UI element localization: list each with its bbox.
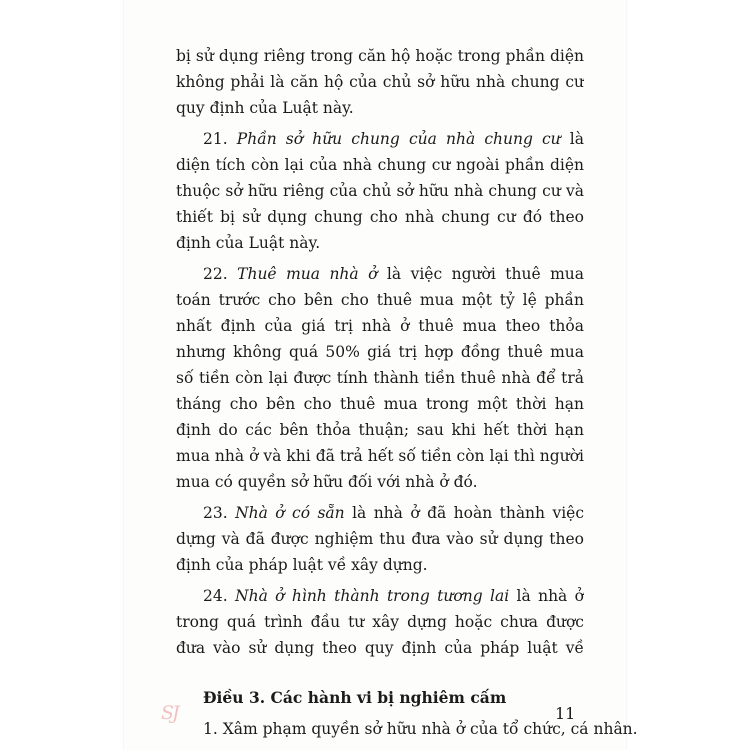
text-line: bị sử dụng riêng trong căn hộ hoặc trong phần diện	[176, 47, 584, 65]
text-line: dựng và đã được nghiệm thu đưa vào sử dụng theo	[176, 530, 584, 548]
text-line: không phải là căn hộ của chủ sở hữu nhà chung cư	[176, 73, 584, 91]
text-line: nhất định của giá trị nhà ở thuê mua theo thỏa	[176, 317, 584, 335]
clause-21: 21. Phần sở hữu chung của nhà chung cư là	[203, 130, 584, 148]
text-line: mua nhà ở và khi đã trả hết số tiền còn lại thì người	[176, 447, 584, 465]
text-line: thiết bị sử dụng chung cho nhà chung cư đó theo	[176, 208, 584, 226]
clause-23: 23. Nhà ở có sẵn là nhà ở đã hoàn thành việc	[203, 504, 584, 522]
clause-22: 22. Thuê mua nhà ở là việc người thuê mua	[203, 265, 584, 283]
page-number: 11	[555, 704, 576, 723]
text-line: trong quá trình đầu tư xây dựng hoặc chưa được	[176, 613, 584, 631]
text-line: toán trước cho bên cho thuê mua một tỷ lệ phần	[176, 291, 584, 309]
text-line: diện tích còn lại của nhà chung cư ngoài phần diện	[176, 156, 584, 174]
defined-term: Thuê mua nhà ở	[237, 265, 378, 283]
text-line: đưa vào sử dụng theo quy định của pháp luật về	[176, 639, 584, 657]
article-heading: Điều 3. Các hành vi bị nghiêm cấm	[203, 688, 507, 707]
clause-24: 24. Nhà ở hình thành trong tương lai là nhà ở	[203, 587, 584, 605]
text-line: quy định của Luật này.	[176, 99, 354, 117]
watermark-logo: SJ	[161, 702, 178, 724]
page-body	[176, 43, 638, 742]
clause-text: 1. Xâm phạm quyền sở hữu nhà ở của tổ chức, cá nhân.	[203, 720, 638, 738]
text-line: định của Luật này.	[176, 234, 321, 252]
defined-term: Nhà ở có sẵn	[235, 504, 345, 522]
text-line: định của pháp luật về xây dựng.	[176, 556, 428, 574]
text-line: định do các bên thỏa thuận; sau khi hết thời hạn	[176, 421, 584, 439]
text-line: số tiền còn lại được tính thành tiền thuê nhà để trả	[176, 369, 584, 387]
defined-term: Nhà ở hình thành trong tương lai	[235, 587, 510, 605]
defined-term: Phần sở hữu chung của nhà chung cư	[236, 130, 561, 148]
text-line: nhưng không quá 50% giá trị hợp đồng thuê mua	[176, 343, 584, 361]
text-line: tháng cho bên cho thuê mua trong một thời hạn	[176, 395, 584, 413]
text-line: mua có quyền sở hữu đối với nhà ở đó.	[176, 473, 478, 491]
text-line: thuộc sở hữu riêng của chủ sở hữu nhà chung cư và	[176, 182, 584, 200]
